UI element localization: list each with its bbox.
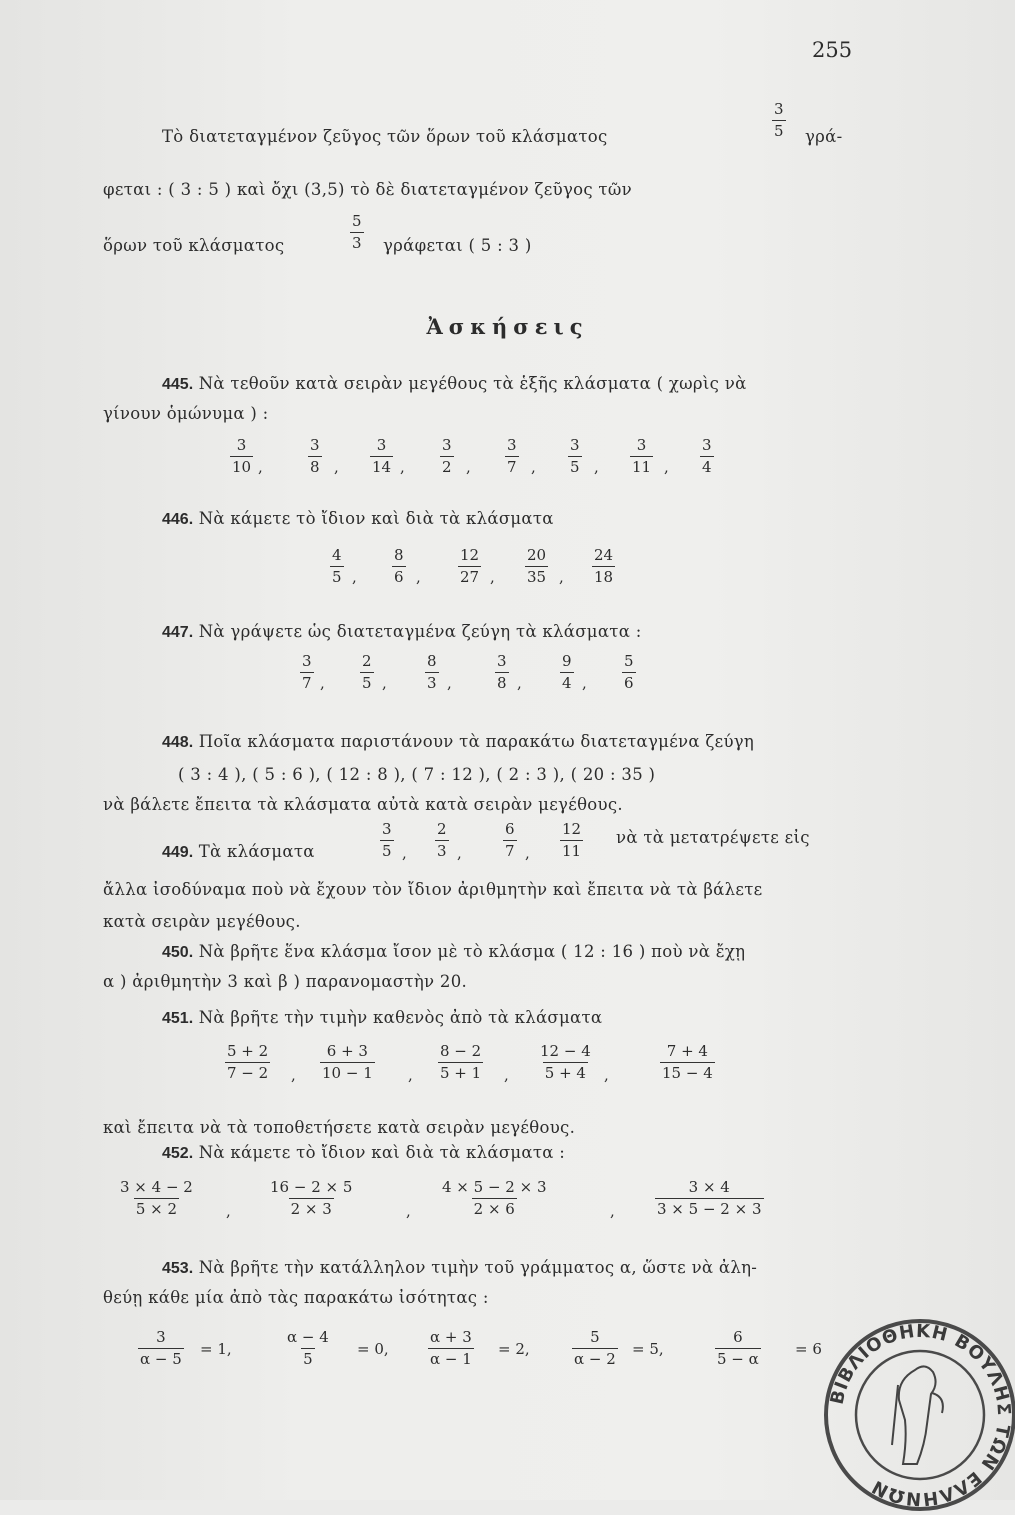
exercise-448-pairs: ( 3 : 4 ), ( 5 : 6 ), ( 12 : 8 ), ( 7 : 12 ), ( 2 : 3 ), ( 20 : 35 )	[178, 765, 656, 784]
fraction	[505, 438, 519, 475]
numerator: α + 3	[430, 1328, 472, 1346]
denominator: 5 + 1	[440, 1064, 482, 1082]
denominator: 10	[232, 458, 252, 476]
numerator: 12	[562, 820, 582, 838]
exercise-number: 445.	[162, 376, 194, 393]
numerator: 3 × 4	[688, 1178, 730, 1196]
intro-fraction-1	[772, 102, 786, 139]
fraction	[568, 438, 582, 475]
denominator: 5	[362, 674, 372, 692]
separator: ,	[402, 844, 407, 862]
numerator: 12	[460, 546, 480, 564]
equation-rhs: = 0,	[357, 1340, 389, 1358]
exercise-449-text-end: νὰ τὰ μετατρέψετε εἰς	[616, 828, 810, 847]
fraction	[435, 822, 449, 859]
separator: ,	[604, 1066, 609, 1084]
numerator: 8	[394, 546, 404, 564]
separator: ,	[525, 844, 530, 862]
fraction	[560, 822, 583, 859]
separator: ,	[320, 674, 325, 692]
exercise-452	[162, 1143, 565, 1163]
exercise-445-line-2: γίνουν ὁμώνυμα ) :	[103, 404, 269, 423]
exercise-text: Νὰ γράψετε ὡς διατεταγμένα ζεύγη τὰ κλάσματα :	[198, 622, 642, 641]
denominator: 3 × 5 − 2 × 3	[657, 1200, 762, 1218]
fraction	[495, 654, 509, 691]
numerator: 24	[594, 546, 614, 564]
denominator: 2	[442, 458, 452, 476]
denominator: 18	[594, 568, 614, 586]
numerator: 9	[562, 652, 572, 670]
equation-fraction	[572, 1330, 618, 1367]
fraction	[560, 654, 574, 691]
numerator: 20	[527, 546, 547, 564]
numerator: α − 4	[287, 1328, 329, 1346]
fraction	[630, 438, 653, 475]
denominator: α − 5	[140, 1350, 182, 1368]
exercise-text: Νὰ τεθοῦν κατὰ σειρὰν μεγέθους τὰ ἑξῆς κλάσματα ( χωρὶς νὰ	[198, 374, 747, 393]
svg-text:ΒΙΒΛΙΟΘΗΚΗ ΒΟΥΛΗΣ ΤΩΝ ΕΛΛΗΝΩΝ: ΒΙΒΛΙΟΘΗΚΗ ΒΟΥΛΗΣ ΤΩΝ ΕΛΛΗΝΩΝ	[826, 1320, 1015, 1510]
denominator: 5	[774, 122, 784, 140]
exercise-451-line-2: καὶ ἔπειτα νὰ τὰ τοποθετήσετε κατὰ σειρὰν μεγέθους.	[103, 1118, 576, 1137]
fraction	[225, 1044, 270, 1081]
fraction	[622, 654, 636, 691]
numerator: 3	[310, 436, 320, 454]
exercise-449	[162, 842, 315, 862]
exercise-number: 450.	[162, 944, 194, 961]
fraction	[660, 1044, 715, 1081]
exercise-number: 453.	[162, 1260, 194, 1277]
fraction	[330, 548, 344, 585]
numerator: 3	[570, 436, 580, 454]
exercise-number: 449.	[162, 844, 194, 861]
exercise-449-line-3: κατὰ σειρὰν μεγέθους.	[103, 912, 301, 931]
separator: ,	[382, 674, 387, 692]
denominator: 6	[394, 568, 404, 586]
equation-rhs: = 5,	[632, 1340, 664, 1358]
denominator: 7	[302, 674, 312, 692]
denominator: 7 − 2	[227, 1064, 269, 1082]
denominator: 3	[427, 674, 437, 692]
numerator: 6	[733, 1328, 743, 1346]
denominator: 5 × 2	[135, 1200, 178, 1218]
numerator: 3	[702, 436, 712, 454]
denominator: 4	[562, 674, 572, 692]
intro-line-3-end: γράφεται ( 5 : 3 )	[383, 236, 532, 255]
separator: ,	[490, 568, 495, 586]
fraction	[320, 1044, 375, 1081]
numerator: 4 × 5 − 2 × 3	[442, 1178, 547, 1196]
numerator: 12 − 4	[540, 1042, 591, 1060]
separator: ,	[457, 844, 462, 862]
denominator: 6	[624, 674, 634, 692]
equation-fraction	[715, 1330, 761, 1367]
intro-line-2: φεται : ( 3 : 5 ) καὶ ὄχι (3,5) τὸ δὲ διατεταγμένον ζεῦγος τῶν	[103, 180, 632, 199]
fraction	[425, 654, 439, 691]
equation-fraction	[428, 1330, 474, 1367]
fraction	[370, 438, 393, 475]
numerator: 3	[376, 436, 387, 454]
denominator: 15 − 4	[662, 1064, 713, 1082]
exercise-448	[162, 732, 754, 752]
numerator: 2	[362, 652, 372, 670]
library-stamp-seal	[820, 1315, 1015, 1515]
fraction	[268, 1180, 354, 1217]
separator: ,	[504, 1066, 509, 1084]
separator: ,	[531, 458, 536, 476]
separator: ,	[447, 674, 452, 692]
numerator: 3	[442, 436, 452, 454]
page-number: 255	[812, 38, 853, 62]
exercise-449-line-2: ἄλλα ἰσοδύναμα ποὺ νὰ ἔχουν τὸν ἴδιον ἀριθμητὴν καὶ ἔπειτα νὰ τὰ βάλετε	[103, 880, 763, 899]
separator: ,	[400, 458, 405, 476]
exercise-447	[162, 622, 642, 642]
numerator: 5	[352, 212, 362, 230]
exercise-text: Νὰ βρῆτε τὴν κατάλληλον τιμὴν τοῦ γράμματος α, ὥστε νὰ ἀλη-	[198, 1258, 758, 1277]
equation-fraction	[138, 1330, 184, 1367]
exercise-text: Νὰ βρῆτε τὴν τιμὴν καθενὸς ἀπὸ τὰ κλάσματα	[198, 1008, 603, 1027]
separator: ,	[406, 1202, 411, 1220]
section-heading: Ἀσκήσεις	[426, 314, 589, 339]
exercise-number: 446.	[162, 511, 194, 528]
exercise-text: Ποῖα κλάσματα παριστάνουν τὰ παρακάτω διατεταγμένα ζεύγη	[198, 732, 755, 751]
denominator: 35	[527, 568, 547, 586]
exercise-450	[162, 942, 745, 962]
fraction	[538, 1044, 593, 1081]
numerator: 7 + 4	[666, 1042, 708, 1060]
denominator: 7	[505, 842, 515, 860]
denominator: 2 × 3	[290, 1200, 332, 1218]
numerator: 2	[437, 820, 447, 838]
numerator: 8	[427, 652, 437, 670]
fraction	[392, 548, 406, 585]
numerator: 3	[156, 1328, 166, 1346]
separator: ,	[352, 568, 357, 586]
denominator: 8	[310, 458, 320, 476]
numerator: 6 + 3	[326, 1042, 368, 1060]
exercise-453	[162, 1258, 757, 1278]
denominator: 14	[372, 458, 392, 476]
denominator: 7	[507, 458, 517, 476]
numerator: 5	[624, 652, 634, 670]
fraction	[380, 822, 394, 859]
exercise-number: 448.	[162, 734, 194, 751]
exercise-451	[162, 1008, 602, 1028]
separator: ,	[594, 458, 599, 476]
numerator: 5	[590, 1328, 600, 1346]
denominator: 4	[702, 458, 712, 476]
fraction	[440, 1180, 549, 1217]
fraction	[438, 1044, 483, 1081]
equation-rhs: = 6	[795, 1340, 822, 1358]
exercise-453-line-2: θεύῃ κάθε μία ἀπὸ τὰς παρακάτω ἰσότητας :	[103, 1288, 489, 1307]
numerator: 3	[302, 652, 312, 670]
separator: ,	[334, 458, 339, 476]
separator: ,	[582, 674, 587, 692]
separator: ,	[466, 458, 471, 476]
denominator: 8	[497, 674, 507, 692]
denominator: 10 − 1	[322, 1064, 373, 1082]
exercise-450-line-2: α ) ἀριθμητὴν 3 καὶ β ) παρανομαστὴν 20.	[103, 972, 468, 991]
denominator: 3	[437, 842, 447, 860]
fraction	[230, 438, 253, 475]
exercise-448-line-3: νὰ βάλετε ἔπειτα τὰ κλάσματα αὐτὰ κατὰ σειρὰν μεγέθους.	[103, 795, 623, 814]
separator: ,	[291, 1066, 296, 1084]
numerator: 4	[332, 546, 342, 564]
denominator: 11	[562, 842, 582, 860]
fraction	[592, 548, 615, 585]
exercise-number: 452.	[162, 1145, 194, 1162]
separator: ,	[226, 1202, 231, 1220]
fraction	[655, 1180, 764, 1217]
intro-line-3: ὅρων τοῦ κλάσματος	[103, 236, 285, 255]
numerator: 16 − 2 × 5	[270, 1178, 353, 1196]
equation-rhs: = 2,	[498, 1340, 530, 1358]
fraction	[440, 438, 454, 475]
exercise-445	[162, 374, 747, 394]
separator: ,	[416, 568, 421, 586]
denominator: α − 2	[574, 1350, 616, 1368]
denominator: 5	[570, 458, 580, 476]
denominator: α − 1	[430, 1350, 472, 1368]
denominator: 27	[460, 568, 480, 586]
numerator: 3	[236, 436, 247, 454]
intro-fraction-2	[350, 214, 364, 251]
fraction	[525, 548, 548, 585]
denominator: 3	[352, 234, 362, 252]
exercise-number: 451.	[162, 1010, 194, 1027]
fraction	[503, 822, 517, 859]
fraction	[700, 438, 714, 475]
denominator: 5	[303, 1350, 313, 1368]
exercise-text: Νὰ βρῆτε ἕνα κλάσμα ἴσον μὲ τὸ κλάσμα ( 12 : 16 ) ποὺ νὰ ἔχῃ	[198, 942, 746, 961]
separator: ,	[517, 674, 522, 692]
denominator: 5	[382, 842, 392, 860]
separator: ,	[559, 568, 564, 586]
intro-line-1-end: γρά-	[805, 127, 843, 146]
equation-fraction	[285, 1330, 331, 1367]
intro-line-1: Τὸ διατεταγμένον ζεῦγος τῶν ὅρων τοῦ κλάσματος	[162, 127, 608, 146]
fraction	[300, 654, 314, 691]
exercise-number: 447.	[162, 624, 194, 641]
separator: ,	[610, 1202, 615, 1220]
separator: ,	[408, 1066, 413, 1084]
numerator: 3	[382, 820, 392, 838]
exercise-text: Νὰ κάμετε τὸ ἴδιον καὶ διὰ τὰ κλάσματα	[198, 509, 554, 528]
equation-rhs: = 1,	[200, 1340, 232, 1358]
exercise-text: Τὰ κλάσματα	[198, 842, 315, 861]
denominator: 2 × 6	[473, 1200, 515, 1218]
exercise-text: Νὰ κάμετε τὸ ἴδιον καὶ διὰ τὰ κλάσματα :	[198, 1143, 566, 1162]
numerator: 3	[507, 436, 517, 454]
exercise-446	[162, 509, 554, 529]
fraction	[458, 548, 481, 585]
numerator: 3	[497, 652, 507, 670]
denominator: 5 − α	[717, 1350, 759, 1368]
numerator: 3 × 4 − 2	[120, 1178, 193, 1196]
separator: ,	[258, 458, 263, 476]
numerator: 5 + 2	[227, 1042, 269, 1060]
denominator: 5	[332, 568, 342, 586]
fraction	[308, 438, 322, 475]
numerator: 8 − 2	[440, 1042, 482, 1060]
denominator: 5 + 4	[544, 1064, 586, 1082]
denominator: 11	[632, 458, 652, 476]
fraction	[360, 654, 374, 691]
numerator: 6	[505, 820, 515, 838]
numerator: 3	[636, 436, 647, 454]
fraction	[118, 1180, 195, 1217]
separator: ,	[664, 458, 669, 476]
numerator: 3	[774, 100, 784, 118]
